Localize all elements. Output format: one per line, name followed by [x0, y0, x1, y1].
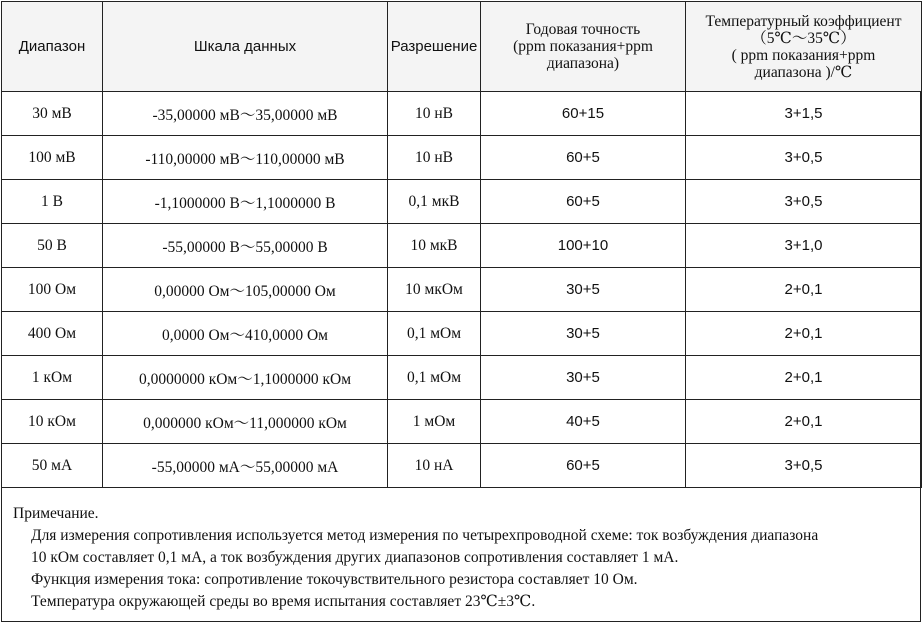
cell-range: 1 кОм [2, 356, 103, 400]
cell-temp-coefficient: 3+0,5 [686, 180, 922, 224]
cell-scale: 0,000000 кОм～11,000000 кОм [103, 400, 388, 444]
cell-resolution: 0,1 мОм [388, 356, 481, 400]
cell-accuracy: 60+5 [481, 444, 686, 488]
table-row [2, 224, 922, 268]
cell-resolution: 10 нВ [388, 136, 481, 180]
header-scale: Шкала данных [103, 2, 388, 92]
table-row [2, 180, 922, 224]
cell-temp-coefficient: 2+0,1 [686, 312, 922, 356]
cell-scale: -55,00000 В～55,00000 В [103, 224, 388, 268]
note-title: Примечание. [13, 505, 99, 522]
header-temp-coefficient: Температурный коэффициент （5℃～35℃） ( ppm показания+ppm диапазона )/℃ [686, 2, 922, 92]
table-row [2, 136, 922, 180]
cell-temp-coefficient: 3+1,5 [686, 92, 922, 136]
header-resolution: Разрешение [388, 2, 481, 92]
cell-scale: -55,00000 мА～55,00000 мА [103, 444, 388, 488]
note-line: 10 кОм составляет 0,1 мА, а ток возбуждения других диапазонов сопротивления составляет 1 мА. [31, 549, 679, 566]
table-row [2, 312, 922, 356]
header-row [2, 2, 922, 92]
cell-range: 100 мВ [2, 136, 103, 180]
cell-resolution: 10 мкВ [388, 224, 481, 268]
cell-temp-coefficient: 3+1,0 [686, 224, 922, 268]
note-line: Функция измерения тока: сопротивление токочувствительного резистора составляет 10 Ом. [31, 571, 638, 588]
spec-table [1, 1, 922, 488]
cell-accuracy: 30+5 [481, 356, 686, 400]
table-row [2, 356, 922, 400]
table-row [2, 444, 922, 488]
cell-resolution: 0,1 мОм [388, 312, 481, 356]
table-row [2, 268, 922, 312]
cell-scale: 0,0000 Ом～410,0000 Ом [103, 312, 388, 356]
cell-range: 10 кОм [2, 400, 103, 444]
cell-resolution: 10 нА [388, 444, 481, 488]
cell-scale: -1,1000000 В～1,1000000 В [103, 180, 388, 224]
header-range: Диапазон [2, 2, 103, 92]
cell-temp-coefficient: 3+0,5 [686, 444, 922, 488]
cell-accuracy: 30+5 [481, 268, 686, 312]
cell-accuracy: 60+15 [481, 92, 686, 136]
cell-scale: 0,0000000 кОм～1,1000000 кОм [103, 356, 388, 400]
cell-range: 400 Ом [2, 312, 103, 356]
table-row [2, 400, 922, 444]
cell-accuracy: 100+10 [481, 224, 686, 268]
cell-resolution: 0,1 мкВ [388, 180, 481, 224]
cell-temp-coefficient: 2+0,1 [686, 268, 922, 312]
cell-accuracy: 60+5 [481, 180, 686, 224]
note-line: Температура окружающей среды во время испытания составляет 23℃±3℃. [31, 593, 536, 610]
cell-range: 1 В [2, 180, 103, 224]
cell-accuracy: 60+5 [481, 136, 686, 180]
cell-scale: -110,00000 мВ～110,00000 мВ [103, 136, 388, 180]
cell-temp-coefficient: 3+0,5 [686, 136, 922, 180]
cell-resolution: 10 нВ [388, 92, 481, 136]
header-annual-accuracy: Годовая точность (ppm показания+ppm диапазона) [481, 2, 686, 92]
cell-accuracy: 40+5 [481, 400, 686, 444]
cell-scale: -35,00000 мВ～35,00000 мВ [103, 92, 388, 136]
cell-range: 30 мВ [2, 92, 103, 136]
cell-temp-coefficient: 2+0,1 [686, 356, 922, 400]
cell-scale: 0,00000 Ом～105,00000 Ом [103, 268, 388, 312]
cell-range: 100 Ом [2, 268, 103, 312]
cell-range: 50 В [2, 224, 103, 268]
cell-temp-coefficient: 2+0,1 [686, 400, 922, 444]
cell-accuracy: 30+5 [481, 312, 686, 356]
note-section [13, 503, 913, 613]
cell-range: 50 мА [2, 444, 103, 488]
note-line: Для измерения сопротивления используется метод измерения по четырехпроводной схеме: ток возбуждения диапазона [31, 527, 819, 544]
table-row [2, 92, 922, 136]
cell-resolution: 10 мкОм [388, 268, 481, 312]
cell-resolution: 1 мОм [388, 400, 481, 444]
